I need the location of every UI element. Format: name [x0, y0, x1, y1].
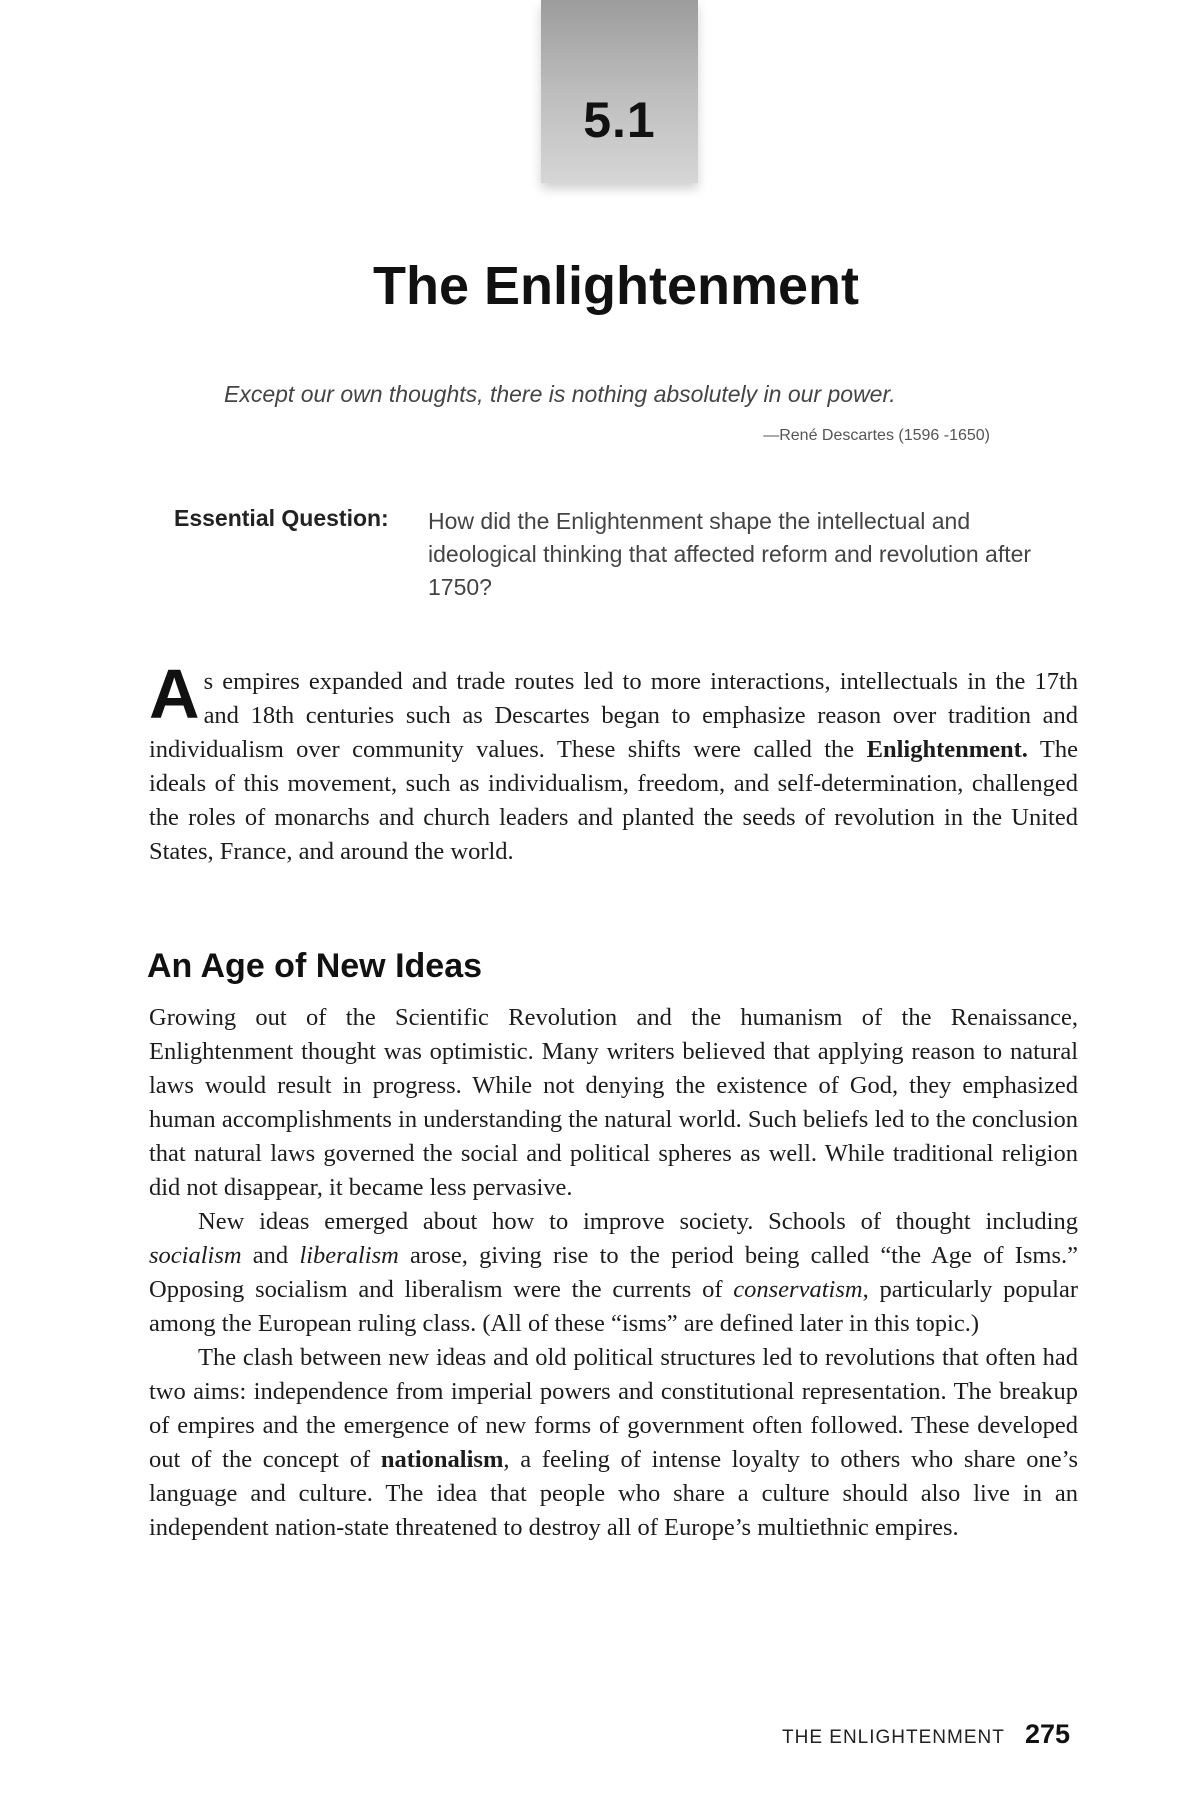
- page-number: 275: [1025, 1719, 1071, 1749]
- chapter-title: The Enlightenment: [373, 256, 859, 316]
- section-number-tab: [541, 0, 698, 183]
- paragraph-2: [149, 1205, 1078, 1341]
- term-liberalism: liberalism: [299, 1242, 399, 1269]
- paragraph-2-text-a: New ideas emerged about how to improve society. Schools of thought including: [198, 1208, 1078, 1235]
- running-head: THE ENLIGHTENMENT: [782, 1727, 1005, 1748]
- paragraph-2-text-b: and: [241, 1242, 300, 1269]
- section-body: [149, 1001, 1078, 1545]
- essential-question-label: Essential Question:: [174, 505, 389, 531]
- intro-text-2: The ideals of this movement, such as individualism, freedom, and self-determination, challenged the roles of monarchs and church leaders and planted the seeds of revolution in the United States, France, and around the world.: [149, 736, 1078, 865]
- intro-text-1: s empires expanded and trade routes led to more interactions, intellectuals in the 17th and 18th centuries such as Descartes began to emphasize reason over tradition and individualism over community values. These shifts were called the: [149, 668, 1078, 763]
- paragraph-3-text-a: The clash between new ideas and old political structures led to revolutions that often had two aims: independence from imperial powers and constitutional representation. The breakup of empires and the emergence of new forms of government often followed. These developed out of the concept of: [149, 1344, 1078, 1473]
- epigraph-quote: Except our own thoughts, there is nothing absolutely in our power.: [224, 381, 896, 407]
- section-number: 5.1: [583, 92, 656, 148]
- term-nationalism: nationalism: [380, 1446, 504, 1473]
- drop-cap: A: [149, 655, 200, 733]
- paragraph-2-text-c: arose, giving rise to the period being called “the Age of Isms.” Opposing socialism and liberalism were the currents of: [149, 1242, 1079, 1303]
- essential-question-text: How did the Enlightenment shape the intellectual and ideological thinking that affected reform and revolution after 1750?: [428, 508, 1032, 600]
- section-heading: An Age of New Ideas: [147, 947, 483, 985]
- intro-paragraph: [149, 655, 1078, 869]
- paragraph-3: [149, 1341, 1078, 1545]
- paragraph-2-text-d: , particularly popular among the European ruling class. (All of these “isms” are defined later in this topic.): [149, 1276, 1079, 1337]
- term-conservatism: conservatism: [733, 1276, 863, 1303]
- paragraph-3-text-b: , a feeling of intense loyalty to others who share one’s language and culture. The idea that people who share a culture should also live in an independent nation-state threatened to destroy all of Europe’s multiethnic empires.: [149, 1446, 1078, 1541]
- term-socialism: socialism: [149, 1242, 242, 1269]
- term-enlightenment: Enlightenment.: [866, 736, 1028, 763]
- epigraph-attribution: —René Descartes (1596 -1650): [763, 427, 990, 444]
- paragraph-1: Growing out of the Scientific Revolution and the humanism of the Renaissance, Enlightenment thought was optimistic. Many writers believed that applying reason to natural laws would result in progress. While not denying the existence of God, they emphasized human accomplishments in understanding the natural world. Such beliefs led to the conclusion that natural laws governed the social and political spheres as well. While traditional religion did not disappear, it became less pervasive.: [149, 1004, 1078, 1201]
